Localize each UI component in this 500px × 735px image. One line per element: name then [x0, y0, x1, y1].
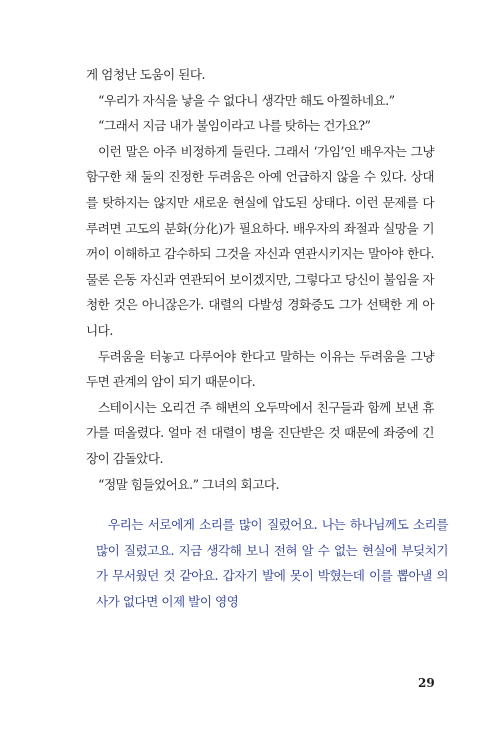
paragraph-recollection: “정말 힘들었어요.” 그녀의 회고다. [98, 476, 280, 492]
paragraph-quote-2: “그래서 지금 내가 불임이라고 나를 탓하는 건가요?” [98, 118, 371, 134]
block-quote-text: 우리는 서로에게 소리를 많이 질렀어요. 나는 하나님께도 소리를 많이 질렀고요. 지금 생각해 보니 전혀 알 수 없는 현실에 부딪치기가 무서웠던 것 같아요. 갑자기 발에 못이 박혔는데 이를 뽑아낼 의사가 없다면 이제 발이 영영 [96, 517, 448, 609]
page-number: 29 [418, 676, 435, 690]
paragraph-differentiation: 이런 말은 아주 비정하게 들린다. 그래서 ‘가임’인 배우자는 그냥 함구한 채 둘의 진정한 두려움은 아예 언급하지 않을 수 있다. 상대를 탓하지는 않지만 새로운 현실에 압도된 상태다. 이런 문제를 다루려면 고도의 분화(分化)가 필요하다. 배우자의 좌절과 실망을 기꺼이 이해하고 감수하되 그것을 자신과 연관시키지는 말아야 한다. 물론 은동 자신과 연관되어 보이겠지만, 그렇다고 당신이 불임을 자청한 것은 아니잖은가. 대렬의 다발성 경화증도 그가 선택한 게 아니다. [86, 143, 434, 338]
paragraph-quote-1: “우리가 자식을 낳을 수 없다니 생각만 해도 아찔하네요.” [98, 92, 395, 108]
body-text [86, 62, 434, 497]
paragraph-fear: 두려움을 터놓고 다루어야 한다고 말하는 이유는 두려움을 그냥 두면 관계의 암이 되기 때문이다. [86, 348, 434, 390]
paragraph-stacy: 스테이시는 오리건 주 해변의 오두막에서 친구들과 함께 보낸 휴가를 떠올렸다. 얼마 전 대렬이 병을 진단받은 것 때문에 좌중에 긴장이 감돌았다. [86, 399, 434, 466]
paragraph-continuation: 게 엄청난 도움이 된다. [86, 67, 206, 82]
block-quote [96, 512, 448, 614]
